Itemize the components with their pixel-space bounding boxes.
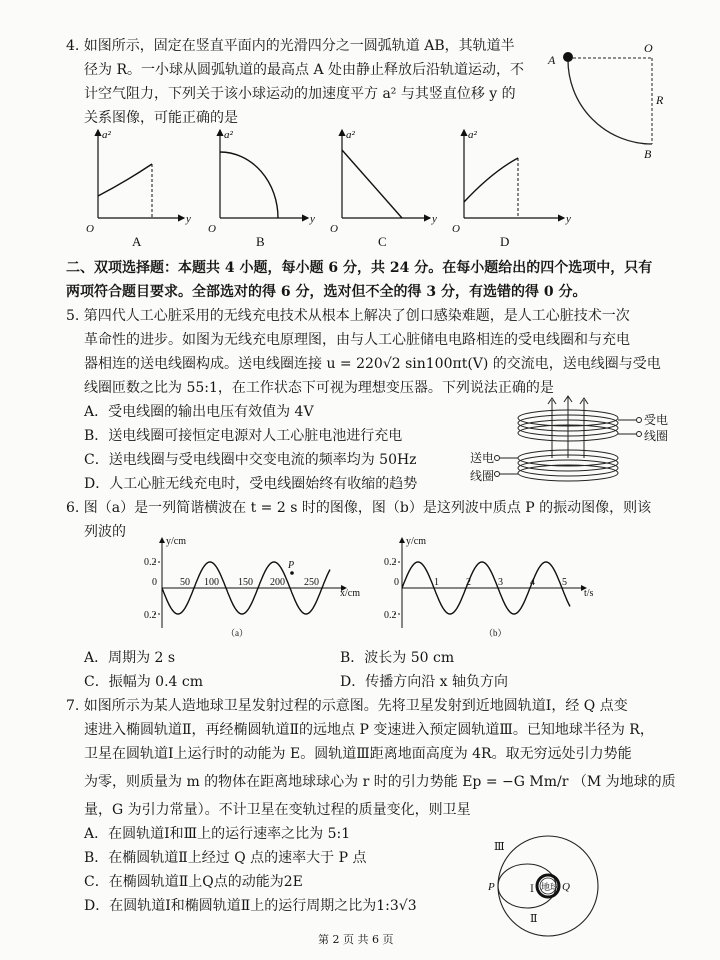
q5-option-d: D．人工心脏无线充电时，受电线圈始终有收缩的趋势 (84, 476, 418, 492)
point-p-label: P (488, 881, 495, 893)
graph-a-ylabel: y/cm (166, 536, 186, 547)
graph-a-origin: O (86, 223, 94, 235)
q4-line-4: 关系图像，可能正确的是 (84, 110, 238, 126)
q6-wave-graph-a (140, 532, 370, 640)
graph-a-caption: A (132, 234, 142, 249)
orbit-ii-label: Ⅱ (530, 913, 538, 925)
q6-option-c: C．振幅为 0.4 cm (84, 674, 203, 690)
graph-b-xtick-3: 3 (498, 577, 503, 588)
graph-c-caption: C (378, 234, 387, 249)
q5-coil-figure (470, 396, 696, 486)
graph-a-ytick-bottom: 0.2 (144, 610, 157, 621)
graph-option-c (330, 129, 437, 249)
graph-a-xtick-150: 150 (238, 577, 253, 588)
fig-label-a: A (548, 53, 556, 67)
point-q-label: Q (562, 881, 570, 893)
graph-a-caption: （a） (226, 628, 248, 638)
q6-vibration-graph-b (380, 532, 610, 640)
graph-b-caption: （b） (484, 628, 507, 638)
graph-d-caption: D (500, 234, 510, 249)
fig-label-r: R (656, 93, 664, 107)
graph-b-ylabel: y/cm (406, 536, 426, 547)
section2-line-1: 二、双项选择题：本题共 4 小题，每小题 6 分，共 24 分。在每小题给出的四个选项中，只有 (66, 260, 653, 276)
fig-label-o: O (644, 41, 653, 55)
graph-b-ylabel: a² (224, 129, 233, 141)
graph-b-xtick-2: 2 (466, 577, 471, 588)
graph-option-d (452, 129, 571, 249)
graph-b-xtick-4: 4 (530, 577, 535, 588)
graph-b-xtick-1: 1 (434, 577, 439, 588)
q7-orbit-figure (484, 830, 614, 934)
graph-b-origin: O (208, 223, 216, 235)
graph-b-xtick-0: 0 (394, 577, 399, 588)
graph-c-xlabel: y (432, 213, 437, 225)
graph-d-origin: O (452, 223, 460, 235)
send-coil-label-2: 线圈 (470, 469, 495, 483)
receive-coil-label-1: 受电 (644, 413, 669, 427)
q4-line-3: 计空气阻力，下列关于该小球运动的加速度平方 a² 与其竖直位移 y 的 (84, 86, 516, 102)
q4-line-2: 径为 R。一小球从圆弧轨道的最高点 A 处由静止释放后沿轨道运动，不 (84, 62, 525, 78)
field-lines (548, 396, 588, 458)
graph-a-xtick-50: 50 (180, 577, 190, 588)
q6-option-a: A．周期为 2 s (84, 650, 176, 666)
q4-option-graphs (80, 124, 580, 252)
q5-line-4: 线圈匝数之比为 55:1，在工作状态下可视为理想变压器。下列说法正确的是 (84, 380, 554, 396)
point-p-marker (290, 571, 294, 575)
q7-line-4: 为零，则质量为 m 的物体在距离地球球心为 r 时的引力势能 Ep = −G Mm/r （M 为地球的质 (84, 774, 676, 790)
q7-line-3: 卫星在圆轨道Ⅰ上运行时的动能为 E。圆轨道Ⅲ距离地面高度为 4R。取无穷远处引力势能 (84, 746, 632, 762)
graph-d-xlabel: y (566, 213, 571, 225)
graph-b-caption: B (256, 234, 265, 249)
graph-b-xlabel: y (310, 213, 315, 225)
q7-option-d: D．在圆轨道Ⅰ和椭圆轨道Ⅱ上的运行周期之比为1:3√3 (84, 898, 417, 914)
q5-option-a: A．受电线圈的输出电压有效值为 4V (84, 404, 314, 420)
graph-b-xlabel: t/s (584, 588, 594, 599)
q6-option-b: B．波长为 50 cm (340, 650, 455, 666)
q6-line-2: 列波的 (84, 524, 126, 540)
section2-line-2: 两项符合题目要求。全部选对的得 6 分，选对但不全的得 3 分，有选错的得 0 分。 (66, 284, 587, 300)
q5-line-1: 5. 第四代人工心脏采用的无线充电技术从根本上解决了创口感染难题，是人工心脏技术一次 (66, 308, 630, 324)
graph-a-xtick-200: 200 (270, 577, 285, 588)
graph-c-origin: O (330, 223, 338, 235)
graph-a-xtick-100: 100 (204, 577, 219, 588)
graph-b-ytick-bottom: 0.2 (384, 610, 397, 621)
q7-option-a: A．在圆轨道Ⅰ和Ⅲ上的运行速率之比为 5:1 (84, 826, 351, 842)
q5-line-2: 革命性的进步。如图为无线充电原理图，由与人工心脏储电电路相连的受电线圈和与充电 (84, 332, 630, 348)
graph-option-a (86, 129, 191, 249)
graph-a-ytick-top: 0.2 (144, 557, 157, 568)
page-footer: 第 2 页 共 6 页 (318, 933, 394, 946)
ball-icon (563, 52, 573, 62)
graph-a-xtick-250: 250 (304, 577, 319, 588)
orbit-iii-label: Ⅲ (494, 841, 505, 853)
graph-d-ylabel: a² (468, 129, 477, 141)
send-coil-label-1: 送电 (470, 451, 495, 465)
graph-a-point-label: P (288, 560, 295, 571)
graph-a-xlabel: x/cm (340, 588, 360, 599)
graph-a-ylabel: a² (102, 129, 111, 141)
q4-line-1: 4. 如图所示，固定在竖直平面内的光滑四分之一圆弧轨道 AB，其轨道半 (66, 38, 515, 54)
graph-a-xtick-0: 0 (152, 577, 157, 588)
graph-c-ylabel: a² (346, 129, 355, 141)
receive-coil-label-2: 线圈 (644, 429, 669, 443)
q7-line-1: 7. 如图所示为某人造地球卫星发射过程的示意图。先将卫星发射到近地圆轨道Ⅰ，经 Q 点变 (66, 698, 628, 714)
q7-option-b: B．在椭圆轨道Ⅱ上经过 Q 点的速率大于 P 点 (84, 850, 367, 866)
graph-b-ytick-top: 0.2 (384, 557, 397, 568)
q6-option-d: D．传播方向沿 x 轴负方向 (340, 674, 509, 690)
fig-label-b: B (644, 147, 652, 161)
q6-line-1: 6. 图（a）是一列简谐横波在 t = 2 s 时的图像，图（b）是这列波中质点 P 的振动图像，则该 (66, 500, 652, 516)
q7-option-c: C．在椭圆轨道Ⅱ上Q点的动能为2E (84, 874, 303, 890)
graph-option-b (208, 129, 315, 249)
orbit-i-label: Ⅰ (530, 884, 534, 895)
graph-a-xlabel: y (186, 213, 191, 225)
earth-label: 地球 (541, 882, 560, 892)
q5-option-b: B．送电线圈可接恒定电源对人工心脏电池进行充电 (84, 428, 403, 444)
q5-option-c: C．送电线圈与受电线圈中交变电流的频率均为 50Hz (84, 452, 417, 468)
q7-line-2: 速进入椭圆轨道Ⅱ，再经椭圆轨道Ⅱ的远地点 P 变速进入预定圆轨道Ⅲ。已知地球半径为 R， (84, 722, 654, 738)
q5-line-3: 器相连的送电线圈构成。送电线圈连接 u = 220√2 sin100πt(V) 的交流电，送电线圈与受电 (84, 356, 661, 372)
q7-line-5: 量，G 为引力常量）。不计卫星在变轨过程的质量变化，则卫星 (84, 802, 471, 818)
arc-track (568, 58, 652, 144)
graph-b-xtick-5: 5 (562, 577, 567, 588)
